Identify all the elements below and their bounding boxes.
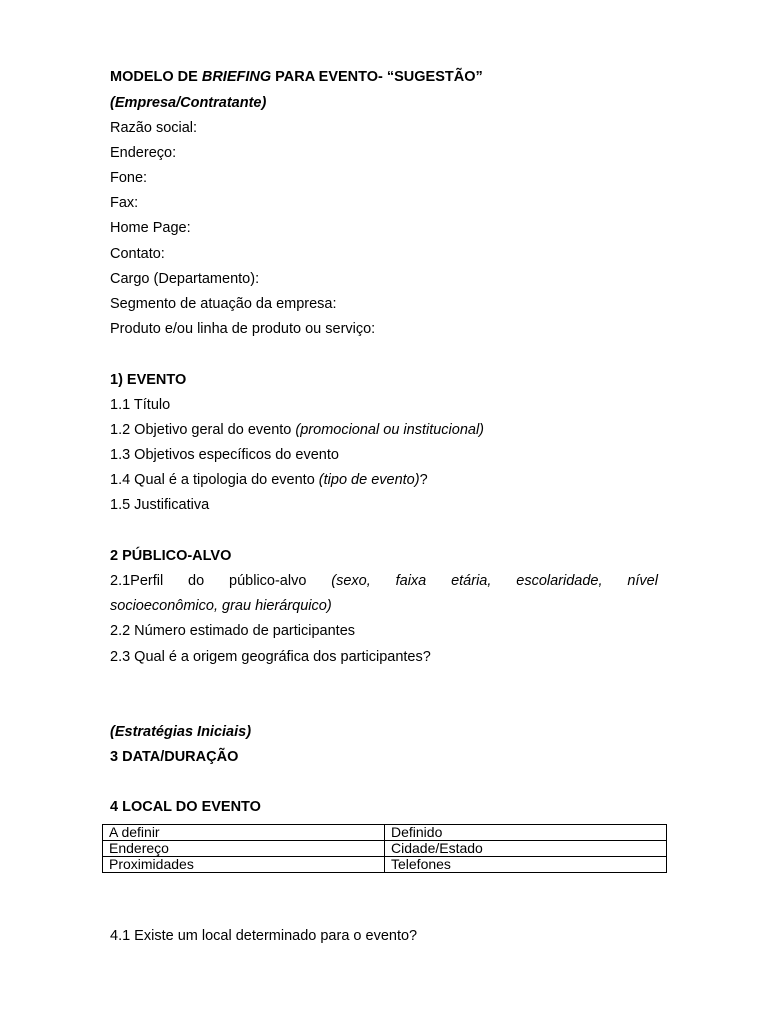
- field-cargo: Cargo (Departamento):: [110, 271, 260, 287]
- section2-item1-cont: socioeconômico, grau hierárquico): [110, 598, 332, 614]
- section4-heading: 4 LOCAL DO EVENTO: [110, 799, 261, 815]
- field-razao-social: Razão social:: [110, 120, 198, 136]
- table-cell: Definido: [385, 825, 667, 841]
- section2-item1-word: 2.1Perfil: [110, 573, 164, 589]
- section4-item1: 4.1 Existe um local determinado para o evento?: [110, 928, 418, 944]
- section1-item5: 1.5 Justificativa: [110, 497, 210, 513]
- field-produto: Produto e/ou linha de produto ou serviço:: [110, 321, 376, 337]
- table-cell: Cidade/Estado: [385, 841, 667, 857]
- section2-item1-word: faixa: [395, 573, 427, 589]
- section2-item3: 2.3 Qual é a origem geográfica dos participantes?: [110, 649, 431, 665]
- table-row: [103, 857, 667, 873]
- section1-item3: 1.3 Objetivos específicos do evento: [110, 447, 339, 463]
- document-title: [110, 68, 483, 86]
- section3-heading: 3 DATA/DURAÇÃO: [110, 749, 239, 765]
- section2-item1: [110, 572, 658, 590]
- section1-item2-text: 1.2 Objetivo geral do evento: [110, 422, 296, 438]
- field-fone: Fone:: [110, 170, 148, 186]
- table-cell: Proximidades: [103, 857, 385, 873]
- strategies-heading: (Estratégias Iniciais): [110, 724, 252, 740]
- title-emphasis: BRIEFING: [201, 69, 272, 85]
- section1-item2: [110, 421, 484, 439]
- title-text: MODELO DE: [110, 69, 202, 85]
- section2-item1-word: nível: [627, 573, 658, 589]
- table-cell: Endereço: [103, 841, 385, 857]
- section2-item1-word: (sexo,: [331, 573, 371, 589]
- table-cell: Telefones: [385, 857, 667, 873]
- local-table: [102, 824, 667, 873]
- table-row: [103, 825, 667, 841]
- section1-heading: 1) EVENTO: [110, 372, 187, 388]
- section1-item1: 1.1 Título: [110, 397, 171, 413]
- section2-heading: 2 PÚBLICO-ALVO: [110, 548, 232, 564]
- section1-item4-end: ?: [419, 472, 428, 488]
- field-contato: Contato:: [110, 246, 165, 262]
- section2-item1-word: etária,: [451, 573, 492, 589]
- company-heading: (Empresa/Contratante): [110, 95, 267, 111]
- field-fax: Fax:: [110, 195, 139, 211]
- section2-item1-word: escolaridade,: [516, 573, 603, 589]
- section1-item4-text: 1.4 Qual é a tipologia do evento: [110, 472, 319, 488]
- field-segmento: Segmento de atuação da empresa:: [110, 296, 337, 312]
- field-home-page: Home Page:: [110, 220, 191, 236]
- section1-item4: [110, 471, 428, 489]
- section2-item2: 2.2 Número estimado de participantes: [110, 623, 356, 639]
- field-endereco: Endereço:: [110, 145, 177, 161]
- section1-item2-note: (promocional ou institucional): [295, 422, 484, 438]
- section2-item1-word: do: [188, 573, 205, 589]
- title-text-end: PARA EVENTO- “SUGESTÃO”: [271, 69, 483, 85]
- table-row: [103, 841, 667, 857]
- table-cell: A definir: [103, 825, 385, 841]
- section2-item1-word: público-alvo: [229, 573, 307, 589]
- section1-item4-note: (tipo de evento): [318, 472, 420, 488]
